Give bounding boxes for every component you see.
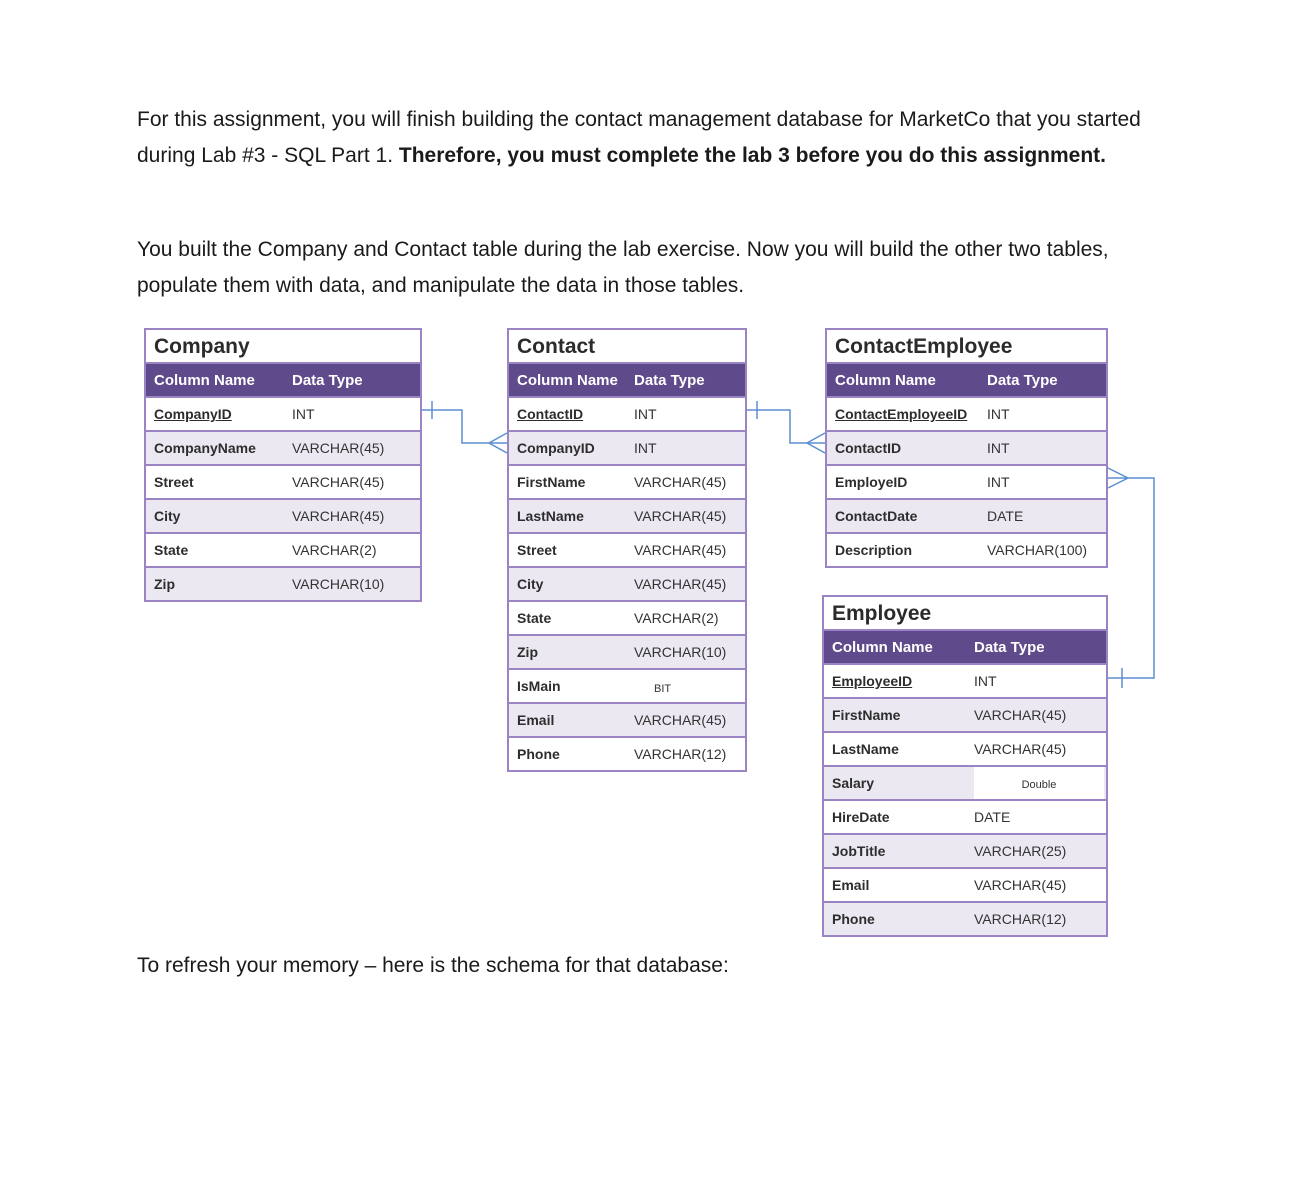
column-name: ContactDate [835,508,918,524]
relation-employee-contactemployee [1108,478,1154,678]
intro-bold-text: Therefore, you must complete the lab 3 before you do this assignment. [398,144,1107,167]
intro-text: For this assignment, you will finish building the contact management database for MarketCo that you started during Lab #3 - SQL Part 1. [137,108,1141,167]
column-name: JobTitle [832,843,886,859]
data-type: DATE [987,508,1024,524]
data-type: VARCHAR(10) [292,576,385,592]
column-name: CompanyID [517,440,595,456]
data-type: INT [292,406,315,422]
column-name: ContactID [835,440,902,456]
data-type: VARCHAR(2) [634,610,719,626]
data-type: VARCHAR(2) [292,542,377,558]
data-type-header: Data Type [292,371,363,389]
data-type-header: Data Type [634,371,705,389]
data-type: VARCHAR(45) [634,712,727,728]
column-name: Street [517,542,557,558]
column-name: EmployeeID [832,673,913,689]
column-name: State [154,542,189,558]
data-type: BIT [654,683,672,695]
data-type: Double [974,767,1104,799]
column-name: Salary [832,775,875,791]
data-type: VARCHAR(45) [634,508,727,524]
column-name: ContactID [517,406,584,422]
column-name: Zip [154,576,175,592]
data-type: VARCHAR(45) [292,474,385,490]
column-name: State [517,610,552,626]
table-title: Company [146,330,420,364]
column-name: Phone [517,746,560,762]
data-type: VARCHAR(25) [974,843,1067,859]
data-type: INT [987,474,1010,490]
data-type: VARCHAR(45) [634,542,727,558]
column-name-header: Column Name [517,371,618,389]
column-name: HireDate [832,809,890,825]
table-title: Contact [509,330,745,364]
column-name: EmployeID [835,474,908,490]
data-type: VARCHAR(45) [292,440,385,456]
column-name-header: Column Name [154,371,255,389]
relation-contact-contactemployee [747,410,825,443]
column-name: Email [832,877,870,893]
relation-company-contact [422,410,507,443]
data-type: VARCHAR(45) [634,474,727,490]
data-type: INT [987,440,1010,456]
data-type: VARCHAR(100) [987,542,1088,558]
data-type: INT [634,406,657,422]
data-type: VARCHAR(10) [634,644,727,660]
column-name: Description [835,542,913,558]
column-name: LastName [832,741,899,757]
column-name: Email [517,712,555,728]
column-name-header: Column Name [835,371,936,389]
column-name: City [154,508,181,524]
column-name: Street [154,474,194,490]
data-type: VARCHAR(12) [974,911,1067,927]
data-type: INT [974,673,997,689]
column-name: ContactEmployeeID [835,406,968,422]
data-type-header: Data Type [974,638,1045,656]
data-type: VARCHAR(45) [634,576,727,592]
column-name: Zip [517,644,538,660]
data-type-header: Data Type [987,371,1058,389]
data-type: VARCHAR(45) [292,508,385,524]
data-type: VARCHAR(12) [634,746,727,762]
context-paragraph: You built the Company and Contact table during the lab exercise. Now you will build the other two tables, populate them with data, and manipulate the data in those tables. [137,238,1109,297]
column-name: CompanyName [154,440,256,456]
data-type: VARCHAR(45) [974,877,1067,893]
column-name-header: Column Name [832,638,933,656]
column-name: Phone [832,911,875,927]
data-type: INT [634,440,657,456]
data-type: VARCHAR(45) [974,707,1067,723]
column-name: IsMain [517,678,561,694]
closing-paragraph: To refresh your memory – here is the schema for that database: [137,954,729,977]
table-title: Employee [824,597,1106,631]
column-name: CompanyID [154,406,232,422]
column-name: FirstName [517,474,586,490]
data-type: VARCHAR(45) [974,741,1067,757]
data-type: INT [987,406,1010,422]
data-type: DATE [974,809,1011,825]
column-name: LastName [517,508,584,524]
column-name: City [517,576,544,592]
table-title: ContactEmployee [827,330,1106,364]
column-name: FirstName [832,707,901,723]
